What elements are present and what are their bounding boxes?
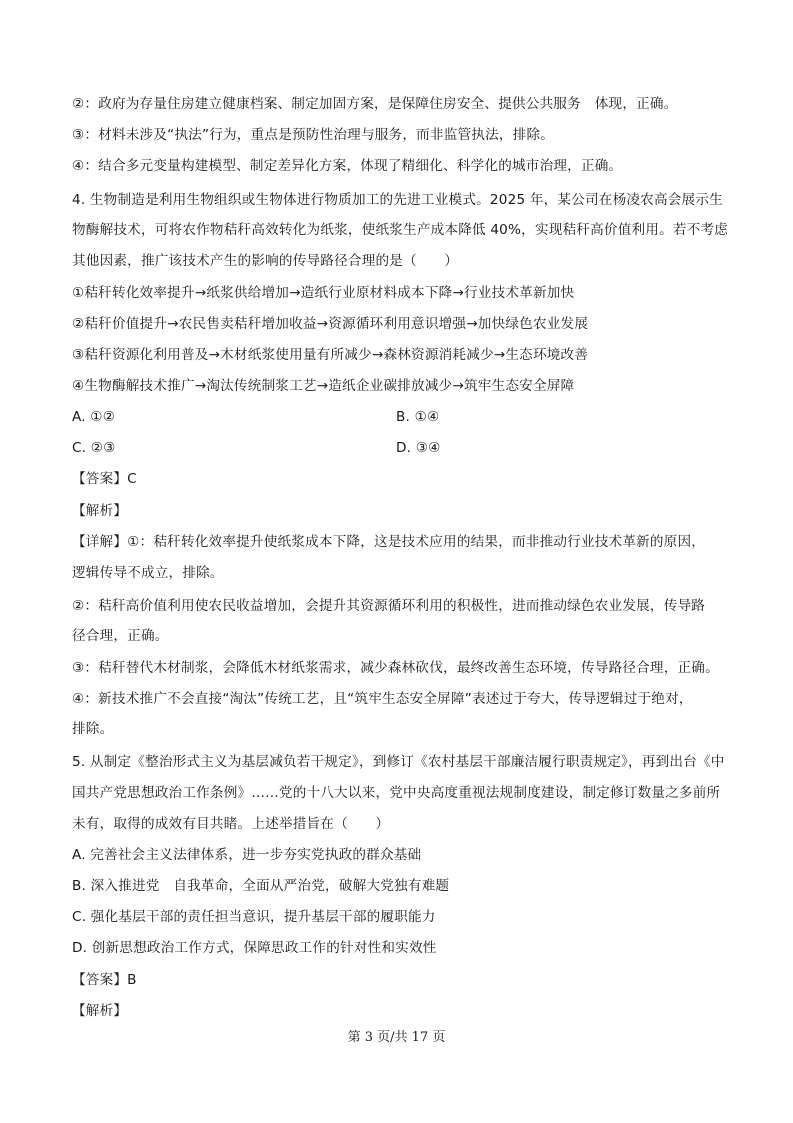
detail-line: 排除。 <box>72 721 114 737</box>
q5-option-a: A. 完善社会主义法律体系，进一步夯实党执政的群众基础 <box>72 847 422 863</box>
option-b: B. ①④ <box>396 409 440 425</box>
answer-label: 【答案】C <box>72 471 137 487</box>
text-line: ③：材料未涉及“执法”行为，重点是预防性治理与服务，而非监管执法，排除。 <box>72 127 555 143</box>
text-line: ④：结合多元变量构建模型、制定差异化方案，体现了精细化、科学化的城市治理，正确。 <box>72 158 623 174</box>
question-4-item: ②秸秆价值提升→农民售卖秸秆增加收益→资源循环利用意识增强→加快绿色农业发展 <box>72 316 589 332</box>
detail-line: ③：秸秆替代木材制浆，会降低木材纸浆需求，减少森林砍伐，最终改善生态环境，传导路径合理，正确。 <box>72 660 719 676</box>
analysis-label: 【解析】 <box>72 503 128 519</box>
detail-line: 【详解】①：秸秆转化效率提升使纸浆成本下降，这是技术应用的结果，而非推动行业技术革新的原因， <box>72 534 706 550</box>
question-4-stem: 物酶解技术，可将农作物秸秆高效转化为纸浆，使纸浆生产成本降低 40%，实现秸秆高价值利用。若不考虑 <box>72 222 729 238</box>
question-5-stem: 国共产党思想政治工作条例》……党的十八大以来，党中央高度重视法规制度建设，制定修订数量之多前所 <box>72 785 721 801</box>
question-4-stem: 其他因素，推广该技术产生的影响的传导路径合理的是（ ） <box>72 253 459 269</box>
question-4-item: ③秸秆资源化利用普及→木材纸浆使用量有所减少→森林资源消耗减少→生态环境改善 <box>72 347 589 363</box>
detail-line: 径合理，正确。 <box>72 628 169 644</box>
answer-label: 【答案】B <box>72 972 137 988</box>
q5-option-b: B. 深入推进党 自我革命，全面从严治党，破解大党独有难题 <box>72 878 450 894</box>
text-line: ②：政府为存量住房建立健康档案、制定加固方案，是保障住房安全、提供公共服务 体现，正确。 <box>72 96 678 112</box>
option-d: D. ③④ <box>396 440 441 456</box>
question-4-item: ①秸秆转化效率提升→纸浆供给增加→造纸行业原材料成本下降→行业技术革新加快 <box>72 285 575 301</box>
detail-line: ②：秸秆高价值利用使农民收益增加，会提升其资源循环利用的积极性，进而推动绿色农业发展，传导路 <box>72 598 706 614</box>
q5-option-c: C. 强化基层干部的责任担当意识，提升基层干部的履职能力 <box>72 909 436 925</box>
detail-line: 逻辑传导不成立，排除。 <box>72 565 224 581</box>
page-footer: 第 3 页/共 17 页 <box>347 1030 446 1045</box>
question-4-stem: 4. 生物制造是利用生物组织或生物体进行物质加工的先进工业模式。2025 年，某公司在杨凌农高会展示生 <box>72 192 723 208</box>
detail-line: ④：新技术推广不会直接“淘汰”传统工艺，且“筑牢生态安全屏障”表述过于夸大，传导逻辑过于绝对， <box>72 691 693 707</box>
question-4-item: ④生物酶解技术推广→淘汰传统制浆工艺→造纸企业碳排放减少→筑牢生态安全屏障 <box>72 378 575 394</box>
analysis-label: 【解析】 <box>72 1003 128 1019</box>
question-5-stem: 未有，取得的成效有目共睹。上述举措旨在（ ） <box>72 816 390 832</box>
option-a: A. ①② <box>72 409 116 425</box>
q5-option-d: D. 创新思想政治工作方式，保障思政工作的针对性和实效性 <box>72 940 437 956</box>
question-5-stem: 5. 从制定《整治形式主义为基层减负若干规定》，到修订《农村基层干部廉洁履行职责规定》，再到出台《中 <box>72 754 725 770</box>
option-c: C. ②③ <box>72 440 116 456</box>
